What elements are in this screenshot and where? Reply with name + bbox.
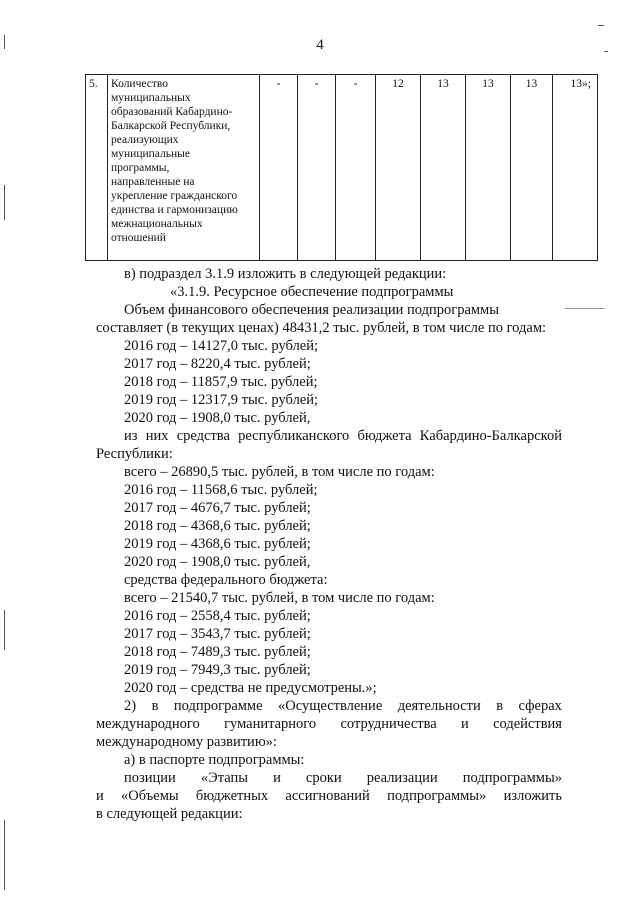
text-line: а) в паспорте подпрограммы: — [124, 752, 305, 768]
value-cell: 13»; — [553, 75, 598, 261]
value-cell: 13 — [511, 75, 553, 261]
text-line: 2020 год – средства не предусмотрены.»; — [124, 680, 377, 696]
value-cell: - — [336, 75, 376, 261]
text-line: международному развитию»: — [96, 734, 277, 750]
value-cell: 13 — [466, 75, 511, 261]
scan-mark — [4, 185, 5, 220]
text-line: 2020 год – 1908,0 тыс. рублей, — [124, 410, 311, 426]
text-line: 2016 год – 2558,4 тыс. рублей; — [124, 608, 311, 624]
value-cell: - — [260, 75, 298, 261]
text-line-justified: 2) в подпрограмме «Осуществление деятельности в сферах — [124, 698, 562, 714]
indicator-table — [85, 74, 598, 261]
text-line: Объем финансового обеспечения реализации подпрограммы — [124, 302, 499, 318]
value-cell: 12 — [376, 75, 421, 261]
value-cell: - — [298, 75, 336, 261]
text-line: 2020 год – 1908,0 тыс. рублей, — [124, 554, 311, 570]
row-number: 5. — [86, 75, 108, 261]
text-line: 2017 год – 3543,7 тыс. рублей; — [124, 626, 311, 642]
text-line: 2019 год – 12317,9 тыс. рублей; — [124, 392, 319, 408]
scan-mark — [4, 610, 5, 650]
text-line: Республики: — [96, 446, 173, 462]
page-number: 4 — [316, 37, 324, 53]
text-line: средства федерального бюджета: — [124, 572, 328, 588]
text-line: 2019 год – 4368,6 тыс. рублей; — [124, 536, 311, 552]
text-line: 2016 год – 14127,0 тыс. рублей; — [124, 338, 319, 354]
scan-mark — [565, 308, 605, 309]
scan-mark — [4, 820, 5, 890]
text-line: составляет (в текущих ценах) 48431,2 тыс. рублей, в том числе по годам: — [96, 320, 547, 336]
text-line: 2016 год – 11568,6 тыс. рублей; — [124, 482, 318, 498]
text-line: всего – 26890,5 тыс. рублей, в том числе по годам: — [124, 464, 435, 480]
text-line-justified: и «Объемы бюджетных ассигнований подпрограммы» изложить — [96, 788, 562, 804]
section-heading: «3.1.9. Ресурсное обеспечение подпрограммы — [170, 284, 454, 300]
indicator-description: Количество муниципальных образований Кабардино- Балкарской Республики, реализующих муниципальные программы, направленные на укрепление гражданского единства и гармонизацию межнациональных отношений — [108, 75, 260, 261]
scan-mark — [4, 35, 5, 49]
value-cell: 13 — [421, 75, 466, 261]
scan-mark — [598, 25, 604, 26]
scan-mark — [604, 51, 608, 52]
text-line: 2017 год – 4676,7 тыс. рублей; — [124, 500, 311, 516]
text-line: 2018 год – 7489,3 тыс. рублей; — [124, 644, 311, 660]
table-row — [86, 75, 598, 261]
text-line-justified: международного гуманитарного сотрудничества и содействия — [96, 716, 562, 732]
text-line: 2019 год – 7949,3 тыс. рублей; — [124, 662, 311, 678]
text-line: 2018 год – 11857,9 тыс. рублей; — [124, 374, 318, 390]
text-line-justified: из них средства республиканского бюджета Кабардино-Балкарской — [124, 428, 562, 444]
text-line: 2017 год – 8220,4 тыс. рублей; — [124, 356, 311, 372]
text-line-justified: позиции «Этапы и сроки реализации подпрограммы» — [124, 770, 562, 786]
text-line: 2018 год – 4368,6 тыс. рублей; — [124, 518, 311, 534]
text-line: в следующей редакции: — [96, 806, 243, 822]
text-line: всего – 21540,7 тыс. рублей, в том числе по годам: — [124, 590, 435, 606]
text-line: в) подраздел 3.1.9 изложить в следующей редакции: — [124, 266, 447, 282]
